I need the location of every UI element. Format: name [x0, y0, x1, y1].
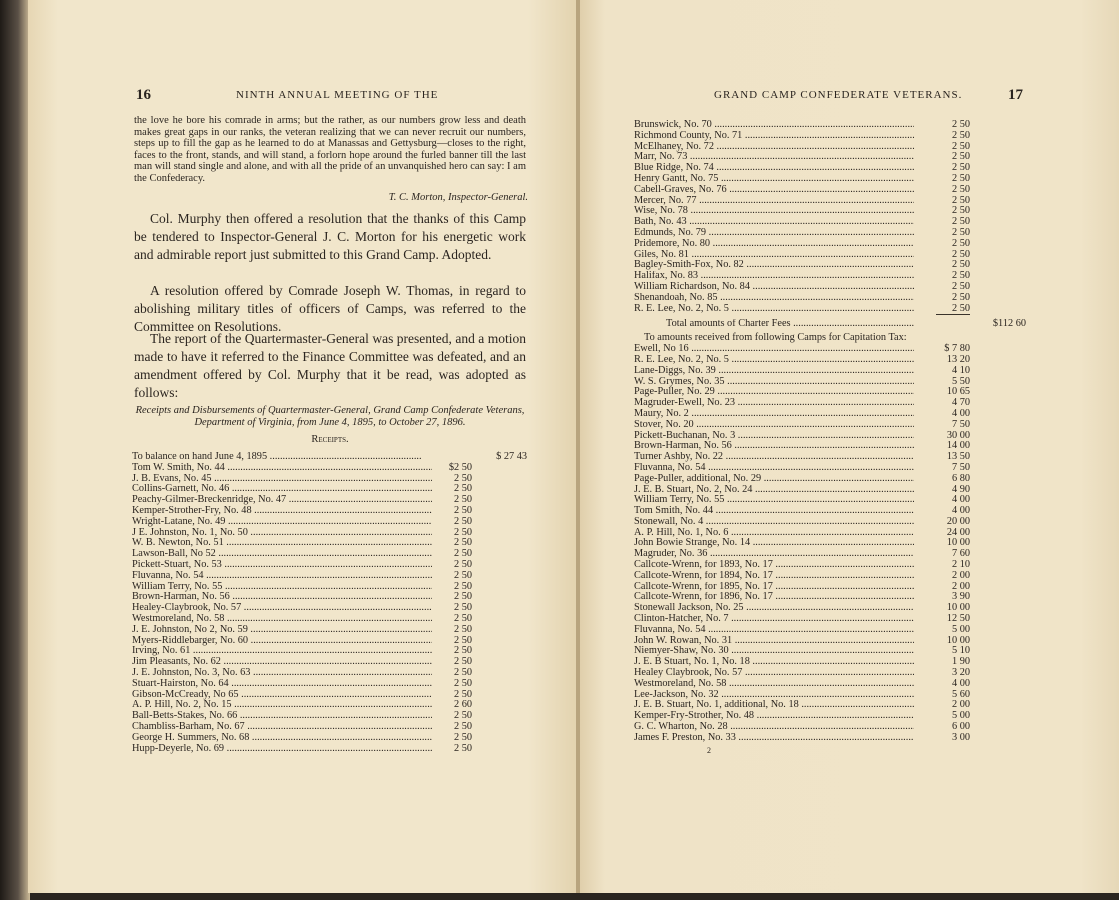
row-name: Page-Puller, No. 29 ..... [634, 387, 914, 398]
row-name: Jim Pleasants, No. 62 ..... [132, 657, 432, 668]
row-name: J. E. Johnston, No 2, No. 59 ..... [132, 625, 432, 636]
row-name: John W. Rowan, No. 31 ..... [634, 636, 914, 647]
table-row [132, 679, 528, 690]
row-value: 2 50 [951, 216, 970, 228]
row-name: William Richardson, No. 84 ..... [634, 282, 914, 293]
row-value: 2 50 [951, 183, 970, 195]
row-value: 2 60 [453, 699, 472, 711]
row-name: W. S. Grymes, No. 35 ..... [634, 377, 914, 388]
row-value: 2 50 [453, 569, 472, 581]
row-name: Chambliss-Barham, No. 67 ..... [132, 722, 432, 733]
row-value: 2 50 [951, 291, 970, 303]
row-name: William Terry, No. 55 ..... [132, 582, 432, 593]
row-name: Brown-Harman, No. 56 ..... [132, 592, 432, 603]
row-total: $ 27 43 [496, 451, 527, 462]
row-value: 4 00 [951, 505, 970, 517]
row-value: 13 50 [946, 451, 970, 463]
row-value: 2 50 [453, 634, 472, 646]
row-value: 2 50 [453, 548, 472, 560]
row-value: 3 00 [951, 731, 970, 743]
left-page [28, 0, 578, 893]
quote-paragraph: the love he bore his comrade in arms; but the rather, as our numbers grow less and death makes great gaps in our ranks, the veteran realizing that we can never recruit our numbers, steps up to fill the gap as he learned to do at Manassas and Gettysburg—closes to the right, faces to the front, stands, and will stand, a forlorn hope around the furled banner till the last man will stand single and alone, and with all the pride of an unvanquished hero can say: I am the Confederacy. [134, 115, 526, 184]
row-value: 12 50 [946, 613, 970, 625]
row-name: Stover, No. 20 ..... [634, 420, 914, 431]
row-value: 2 50 [453, 602, 472, 614]
row-value: 6 80 [951, 472, 970, 484]
row-name: Pickett-Stuart, No. 53 ..... [132, 560, 432, 571]
row-name: Stuart-Hairston, No. 64 ..... [132, 679, 432, 690]
row-value: 30 00 [946, 429, 970, 441]
row-value: 2 50 [951, 280, 970, 292]
row-name: Magruder, No. 36 ..... [634, 549, 914, 560]
row-name: Magruder-Ewell, No. 23 ..... [634, 398, 914, 409]
row-value: 2 50 [453, 612, 472, 624]
table-row [634, 366, 1026, 377]
row-name: Richmond County, No. 71 ..... [634, 131, 914, 142]
row-value: 2 50 [453, 504, 472, 516]
row-value: 2 50 [453, 623, 472, 635]
paragraph-resolution: Col. Murphy then offered a resolution that the thanks of this Camp be tendered to Inspector-General J. C. Morton for his energetic work and admirable report just submitted to this Grand Camp. Adopted. [134, 211, 526, 262]
table-row [634, 131, 1026, 142]
row-name: Irving, No. 61 ..... [132, 646, 432, 657]
row-name: Brown-Harman, No. 56 ..... [634, 441, 914, 452]
row-value: 6 00 [951, 721, 970, 733]
row-value: 10 00 [946, 602, 970, 614]
book-edge [0, 0, 30, 900]
row-value: 2 50 [453, 656, 472, 668]
row-name: Ball-Betts-Stakes, No. 66 ..... [132, 711, 432, 722]
signature-mark: 2 [707, 745, 711, 755]
row-name: Bagley-Smith-Fox, No. 82 ..... [634, 260, 914, 271]
capitation-intro: To amounts received from following Camps for Capitation Tax: [644, 332, 907, 344]
row-value: 2 50 [951, 119, 970, 130]
row-value: 2 50 [951, 302, 970, 314]
row-value: 2 50 [951, 162, 970, 174]
row-name: Lane-Diggs, No. 39 ..... [634, 366, 914, 377]
row-name: Fluvanna, No. 54 ..... [634, 625, 914, 636]
receipts-heading: Receipts. [311, 434, 349, 445]
row-value: 2 00 [951, 580, 970, 592]
row-value: 2 50 [453, 494, 472, 506]
row-value: 2 00 [951, 569, 970, 581]
row-value: 5 10 [951, 645, 970, 657]
row-value: $ 7 80 [944, 343, 970, 355]
row-value: 1 90 [951, 656, 970, 668]
row-name: Tom W. Smith, No. 44 ..... [132, 463, 432, 474]
row-value: 3 90 [951, 591, 970, 603]
row-name: Brunswick, No. 70 ..... [634, 120, 914, 131]
paragraph-quartermaster: The report of the Quartermaster-General was presented, and a motion made to have it referred to the Finance Committee was defeated, and an amendment offered by Col. Murphy that it be read, was adopted as follows: [134, 331, 526, 400]
row-name: Hupp-Deyerle, No. 69 ..... [132, 744, 432, 755]
page-number: 17 [1008, 87, 1023, 103]
table-caption: Receipts and Disbursements of Quartermaster-General, Grand Camp Confederate Veterans, Department of Virginia, from June 4, 1895, to October 27, 1896. [135, 405, 525, 428]
row-name: Clinton-Hatcher, No. 7 ..... [634, 614, 914, 625]
row-value: 2 50 [951, 270, 970, 282]
row-name: Gibson-McCready, No 65 ..... [132, 690, 432, 701]
row-value: 4 70 [951, 397, 970, 409]
row-value: $2 50 [448, 461, 472, 473]
row-value: 20 00 [946, 515, 970, 527]
row-name: Shenandoah, No. 85 ..... [634, 293, 914, 304]
row-value: 2 10 [951, 559, 970, 571]
row-name: Stonewall Jackson, No. 25 ..... [634, 603, 914, 614]
row-name: Stonewall, No. 4 ..... [634, 517, 914, 528]
row-name: Turner Ashby, No. 22 ..... [634, 452, 914, 463]
row-name: Lee-Jackson, No. 32 ..... [634, 690, 914, 701]
row-name: John Bowie Strange, No. 14 ..... [634, 538, 914, 549]
row-value: 4 90 [951, 483, 970, 495]
row-name: A. P. Hill, No. 2, No. 15 ..... [132, 700, 432, 711]
row-value: 2 50 [453, 515, 472, 527]
table-row [634, 733, 1026, 744]
row-name: J. E. B Stuart, No. 1, No. 18 ..... [634, 657, 914, 668]
row-name: Collins-Garnett, No. 46 ..... [132, 484, 432, 495]
row-value: 2 00 [951, 699, 970, 711]
row-name: Healey-Claybrook, No. 57 ..... [132, 603, 432, 614]
row-name: Wright-Latane, No. 49 ..... [132, 517, 432, 528]
paragraph-military-titles: A resolution offered by Comrade Joseph W. Thomas, in regard to abolishing military titles of officers of Camps, was referred to the Committee on Resolutions. [134, 283, 526, 334]
row-name: Kemper-Strother-Fry, No. 48 ..... [132, 506, 432, 517]
row-name: A. P. Hill, No. 1, No. 6 ..... [634, 528, 914, 539]
row-value: 2 50 [951, 205, 970, 217]
row-value: 2 50 [453, 558, 472, 570]
row-name: Westmoreland, No. 58 ..... [634, 679, 914, 690]
row-value: 2 50 [453, 591, 472, 603]
row-value: 2 50 [951, 129, 970, 141]
running-header: GRAND CAMP CONFEDERATE VETERANS. [714, 89, 963, 101]
table-row [634, 293, 1026, 304]
table-row [132, 517, 528, 528]
row-value: 2 50 [951, 226, 970, 238]
row-value: 2 50 [453, 483, 472, 495]
row-value: 5 00 [951, 623, 970, 635]
row-value: 5 50 [951, 375, 970, 387]
row-value: 2 50 [453, 742, 472, 754]
row-name: G. C. Wharton, No. 28 ..... [634, 722, 914, 733]
right-page [580, 0, 1119, 893]
row-value: 3 20 [951, 667, 970, 679]
row-name: Fluvanna, No. 54 ..... [132, 571, 432, 582]
table-row [132, 463, 528, 474]
row-value: 14 00 [946, 440, 970, 452]
row-value: 2 50 [453, 472, 472, 484]
row-name: Pridemore, No. 80 ..... [634, 239, 914, 250]
row-name: Giles, No. 81 ..... [634, 250, 914, 261]
row-name: Callcote-Wrenn, for 1893, No. 17 ..... [634, 560, 914, 571]
row-name: R. E. Lee, No. 2, No. 5 ..... [634, 355, 914, 366]
row-value: 4 00 [951, 407, 970, 419]
row-value: 13 20 [946, 353, 970, 365]
row-value: 2 50 [951, 172, 970, 184]
row-value: 10 00 [946, 537, 970, 549]
row-value: 4 00 [951, 677, 970, 689]
row-name: Henry Gantt, No. 75 ..... [634, 174, 914, 185]
row-name: Blue Ridge, No. 74 ..... [634, 163, 914, 174]
row-name: Ewell, No 16 ..... [634, 344, 914, 355]
table-row [634, 185, 1026, 196]
charter-fee-rows [634, 120, 1026, 314]
row-name: McElhaney, No. 72 ..... [634, 142, 914, 153]
row-value: 2 50 [453, 666, 472, 678]
row-name: Myers-Riddlebarger, No. 60 ..... [132, 636, 432, 647]
row-name: Wise, No. 78 ..... [634, 206, 914, 217]
row-name: Total amounts of Charter Fees ..... [634, 319, 914, 333]
receipts-table [132, 452, 528, 754]
row-value: 2 50 [951, 248, 970, 260]
table-row [634, 239, 1026, 250]
row-name: W. B. Newton, No. 51 ..... [132, 538, 432, 549]
row-value: 2 50 [453, 731, 472, 743]
row-name: J E. Johnston, No. 1, No. 50 ..... [132, 528, 432, 539]
row-value: 2 50 [453, 537, 472, 549]
row-value: 7 60 [951, 548, 970, 560]
row-name: Maury, No. 2 ..... [634, 409, 914, 420]
row-name: William Terry, No. 55 ..... [634, 495, 914, 506]
row-name: Callcote-Wrenn, for 1896, No. 17 ..... [634, 592, 914, 603]
row-name: J. E. Johnston, No. 3, No. 63 ..... [132, 668, 432, 679]
table-row [132, 744, 528, 755]
row-name: Tom Smith, No. 44 ..... [634, 506, 914, 517]
row-value: 2 50 [951, 259, 970, 271]
row-name: R. E. Lee, No. 2, No. 5 ..... [634, 304, 914, 315]
row-value: 4 10 [951, 364, 970, 376]
row-value: 2 50 [453, 580, 472, 592]
row-name: J. E. B. Stuart, No. 2, No. 24 ..... [634, 485, 914, 496]
row-value: 2 50 [951, 140, 970, 152]
row-name: Halifax, No. 83 ..... [634, 271, 914, 282]
row-name: J. E. B. Stuart, No. 1, additional, No. 18 ..... [634, 700, 914, 711]
row-name: Lawson-Ball, No 52 ..... [132, 549, 432, 560]
table-row [132, 733, 528, 744]
row-name: Peachy-Gilmer-Breckenridge, No. 47 ..... [132, 495, 432, 506]
row-value: 2 50 [453, 645, 472, 657]
row-value: 2 50 [951, 237, 970, 249]
row-name: J. B. Evans, No. 45 ..... [132, 474, 432, 485]
row-value: 2 50 [453, 710, 472, 722]
row-name: James F. Preston, No. 33 ..... [634, 733, 914, 744]
row-name: To balance on hand June 4, 1895 ..... [132, 452, 422, 463]
row-value: 2 50 [453, 526, 472, 538]
row-name: Page-Puller, additional, No. 29 ..... [634, 474, 914, 485]
row-name: Healey Claybrook, No. 57 ..... [634, 668, 914, 679]
row-value: 5 60 [951, 688, 970, 700]
row-name: Bath, No. 43 ..... [634, 217, 914, 228]
page-number: 16 [136, 87, 151, 103]
table-row [132, 571, 528, 582]
row-name: Callcote-Wrenn, for 1894, No. 17 ..... [634, 571, 914, 582]
row-name: Kemper-Fry-Strother, No. 48 ..... [634, 711, 914, 722]
signature-line: T. C. Morton, Inspector-General. [388, 192, 528, 203]
row-value: 7 50 [951, 418, 970, 430]
row-value: 2 50 [453, 720, 472, 732]
row-value: 4 00 [951, 494, 970, 506]
row-value: 2 50 [453, 688, 472, 700]
row-name: Cabell-Graves, No. 76 ..... [634, 185, 914, 196]
row-value: 7 50 [951, 461, 970, 473]
row-name: Niemyer-Shaw, No. 30 ..... [634, 646, 914, 657]
table-row [634, 304, 1026, 315]
row-name: Edmunds, No. 79 ..... [634, 228, 914, 239]
row-value: 2 50 [453, 677, 472, 689]
capitation-rows [634, 344, 1026, 743]
running-header: NINTH ANNUAL MEETING OF THE [236, 89, 439, 101]
table-row [132, 625, 528, 636]
row-name: George H. Summers, No. 68 ..... [132, 733, 432, 744]
table-row [634, 420, 1026, 431]
row-value: 5 00 [951, 710, 970, 722]
table-row [634, 474, 1026, 485]
row-value: 2 50 [951, 151, 970, 163]
row-name: Westmoreland, No. 58 ..... [132, 614, 432, 625]
row-value: 24 00 [946, 526, 970, 538]
row-value: 10 00 [946, 634, 970, 646]
row-value: 2 50 [951, 194, 970, 206]
receipt-rows [132, 463, 528, 755]
row-total: $112 60 [992, 318, 1026, 330]
row-name: Callcote-Wrenn, for 1895, No. 17 ..... [634, 582, 914, 593]
row-name: Marr, No. 73 ..... [634, 152, 914, 163]
row-name: Fluvanna, No. 54 ..... [634, 463, 914, 474]
charter-fee-table [634, 120, 1026, 755]
row-name: Pickett-Buchanan, No. 3 ..... [634, 431, 914, 442]
row-value: 10 65 [946, 386, 970, 398]
row-name: Mercer, No. 77 ..... [634, 196, 914, 207]
total-row [634, 319, 1026, 333]
